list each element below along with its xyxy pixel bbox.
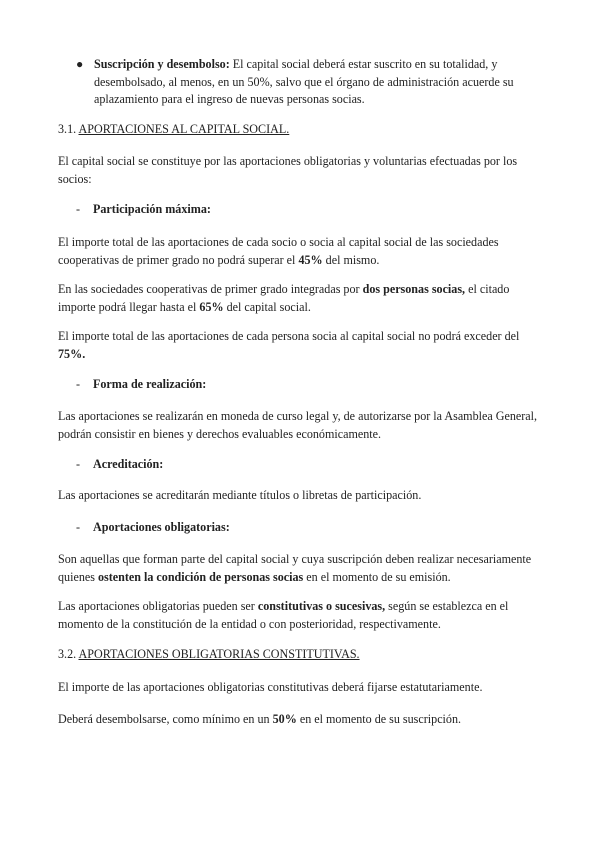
section-title: APORTACIONES AL CAPITAL SOCIAL. xyxy=(78,122,290,136)
subheading-obligatorias xyxy=(76,519,230,537)
subheading-label: Participación máxima: xyxy=(93,202,211,216)
paragraph xyxy=(58,551,542,586)
paragraph: Las aportaciones se realizarán en moneda de curso legal y, de autorizarse por la Asamblea General, podrán consistir en bienes y derechos evaluables económicamente. xyxy=(58,409,538,441)
bold-run: 65% xyxy=(199,299,224,314)
text-run: en el momento de su emisión. xyxy=(303,569,451,584)
paragraph: Las aportaciones se acreditarán mediante títulos o libretas de participación. xyxy=(58,488,422,502)
text-run: Son aquellas que forman parte del capital social y cuya suscripción deben realizar necesariamente quienes xyxy=(58,552,532,584)
paragraph xyxy=(58,711,542,729)
text-run: El importe total de las aportaciones de cada socio o socia al capital social de las sociedades cooperativas de primer grado no podrá superar el xyxy=(58,235,499,267)
intro-paragraph: El capital social se constituye por las aportaciones obligatorias y voluntarias efectuadas por los socios: xyxy=(58,154,518,186)
dash-marker: - xyxy=(76,520,81,534)
text-run: del capital social. xyxy=(223,299,311,314)
dash-marker: - xyxy=(76,457,81,471)
bold-run: 75%. xyxy=(58,346,86,361)
bullet-body: El capital social deberá estar suscrito en su totalidad, y desembolsado, al menos, en un 50%, salvo que el órgano de administración acuerde su aplazamiento para el ingreso de nuevas personas socias. xyxy=(94,57,514,106)
subheading-participacion xyxy=(76,201,211,219)
text-run: Deberá desembolsarse, como mínimo en un xyxy=(58,712,273,726)
subheading-acreditacion xyxy=(76,456,163,474)
bold-run: constitutivas o sucesivas, xyxy=(257,599,386,613)
paragraph xyxy=(58,234,542,269)
bullet-text xyxy=(94,56,536,109)
paragraph xyxy=(58,598,542,633)
text-run: El importe total de las aportaciones de cada persona socia al capital social no podrá exceder del xyxy=(58,329,520,343)
subheading-forma xyxy=(76,376,206,394)
bold-run: 50% xyxy=(272,712,297,726)
paragraph xyxy=(58,281,542,316)
text-run: del mismo. xyxy=(322,252,380,267)
bold-run: ostenten la condición de personas socias xyxy=(97,569,304,584)
dash-marker: - xyxy=(76,202,81,216)
text-run: Las aportaciones obligatorias pueden ser xyxy=(58,599,258,613)
dash-marker: - xyxy=(76,377,81,391)
bullet-suscripcion xyxy=(76,56,536,109)
section-heading-3-1 xyxy=(58,121,542,139)
paragraph xyxy=(58,328,542,363)
paragraph: El importe de las aportaciones obligatorias constitutivas deberá fijarse estatutariamente. xyxy=(58,680,483,694)
section-number: 3.1. xyxy=(58,122,77,136)
bold-run: dos personas socias, xyxy=(362,282,466,296)
section-number: 3.2. xyxy=(58,647,77,661)
text-run: En las sociedades cooperativas de primer grado integradas por xyxy=(58,282,363,296)
bullet-dot-icon: ● xyxy=(76,57,84,71)
subheading-label: Aportaciones obligatorias: xyxy=(93,520,230,534)
bold-run: 45% xyxy=(298,252,323,267)
section-title: APORTACIONES OBLIGATORIAS CONSTITUTIVAS. xyxy=(78,647,360,661)
subheading-label: Acreditación: xyxy=(93,457,164,471)
section-heading-3-2 xyxy=(58,646,542,664)
subheading-label: Forma de realización: xyxy=(93,377,207,391)
bullet-bold-label: Suscripción y desembolso: xyxy=(94,57,230,71)
text-run: en el momento de su suscripción. xyxy=(296,712,462,726)
text-run: el citado importe podrá llegar hasta el xyxy=(58,282,510,314)
text-run: según se establezca en el momento de la constitución de la entidad o con posterioridad, respectivamente. xyxy=(58,599,509,631)
